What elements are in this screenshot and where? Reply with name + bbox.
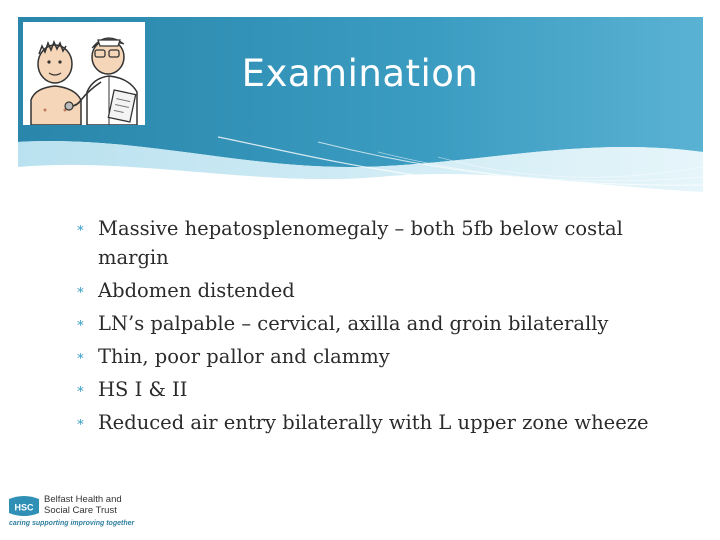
logo-tagline: caring supporting improving together	[9, 520, 135, 527]
bullet-item	[76, 214, 676, 272]
asterisk-bullet-icon: ∗	[76, 316, 85, 331]
asterisk-bullet-icon: ∗	[76, 415, 85, 430]
logo-name-line2: Social Care Trust	[44, 505, 117, 516]
asterisk-bullet-icon: ∗	[76, 349, 85, 364]
logo-name-line1: Belfast Health and	[44, 494, 122, 505]
bullet-text: Reduced air entry bilaterally with L upper zone wheeze	[98, 411, 649, 434]
trust-logo	[7, 493, 137, 529]
bullet-text: Abdomen distended	[98, 279, 295, 302]
asterisk-bullet-icon: ∗	[76, 382, 85, 397]
asterisk-bullet-icon: ∗	[76, 221, 85, 236]
asterisk-bullet-icon: ∗	[76, 283, 85, 298]
bullet-text: Thin, poor pallor and clammy	[98, 345, 390, 368]
hsc-logo-icon	[7, 495, 41, 519]
bullet-text: Massive hepatosplenomegaly – both 5fb below costal margin	[98, 217, 623, 269]
bullet-item	[76, 375, 676, 404]
bullet-item	[76, 276, 676, 305]
bullet-text: HS I & II	[98, 378, 188, 401]
slide-title: Examination	[241, 52, 479, 95]
bullet-text: LN’s palpable – cervical, axilla and groin bilaterally	[98, 312, 609, 335]
logo-mark-text: HSC	[14, 502, 34, 513]
bullet-item	[76, 342, 676, 371]
bullet-list	[76, 214, 676, 441]
doctor-patient-clipart	[23, 22, 145, 125]
bullet-item	[76, 309, 676, 338]
logo-name	[44, 494, 122, 516]
bullet-item	[76, 408, 676, 437]
